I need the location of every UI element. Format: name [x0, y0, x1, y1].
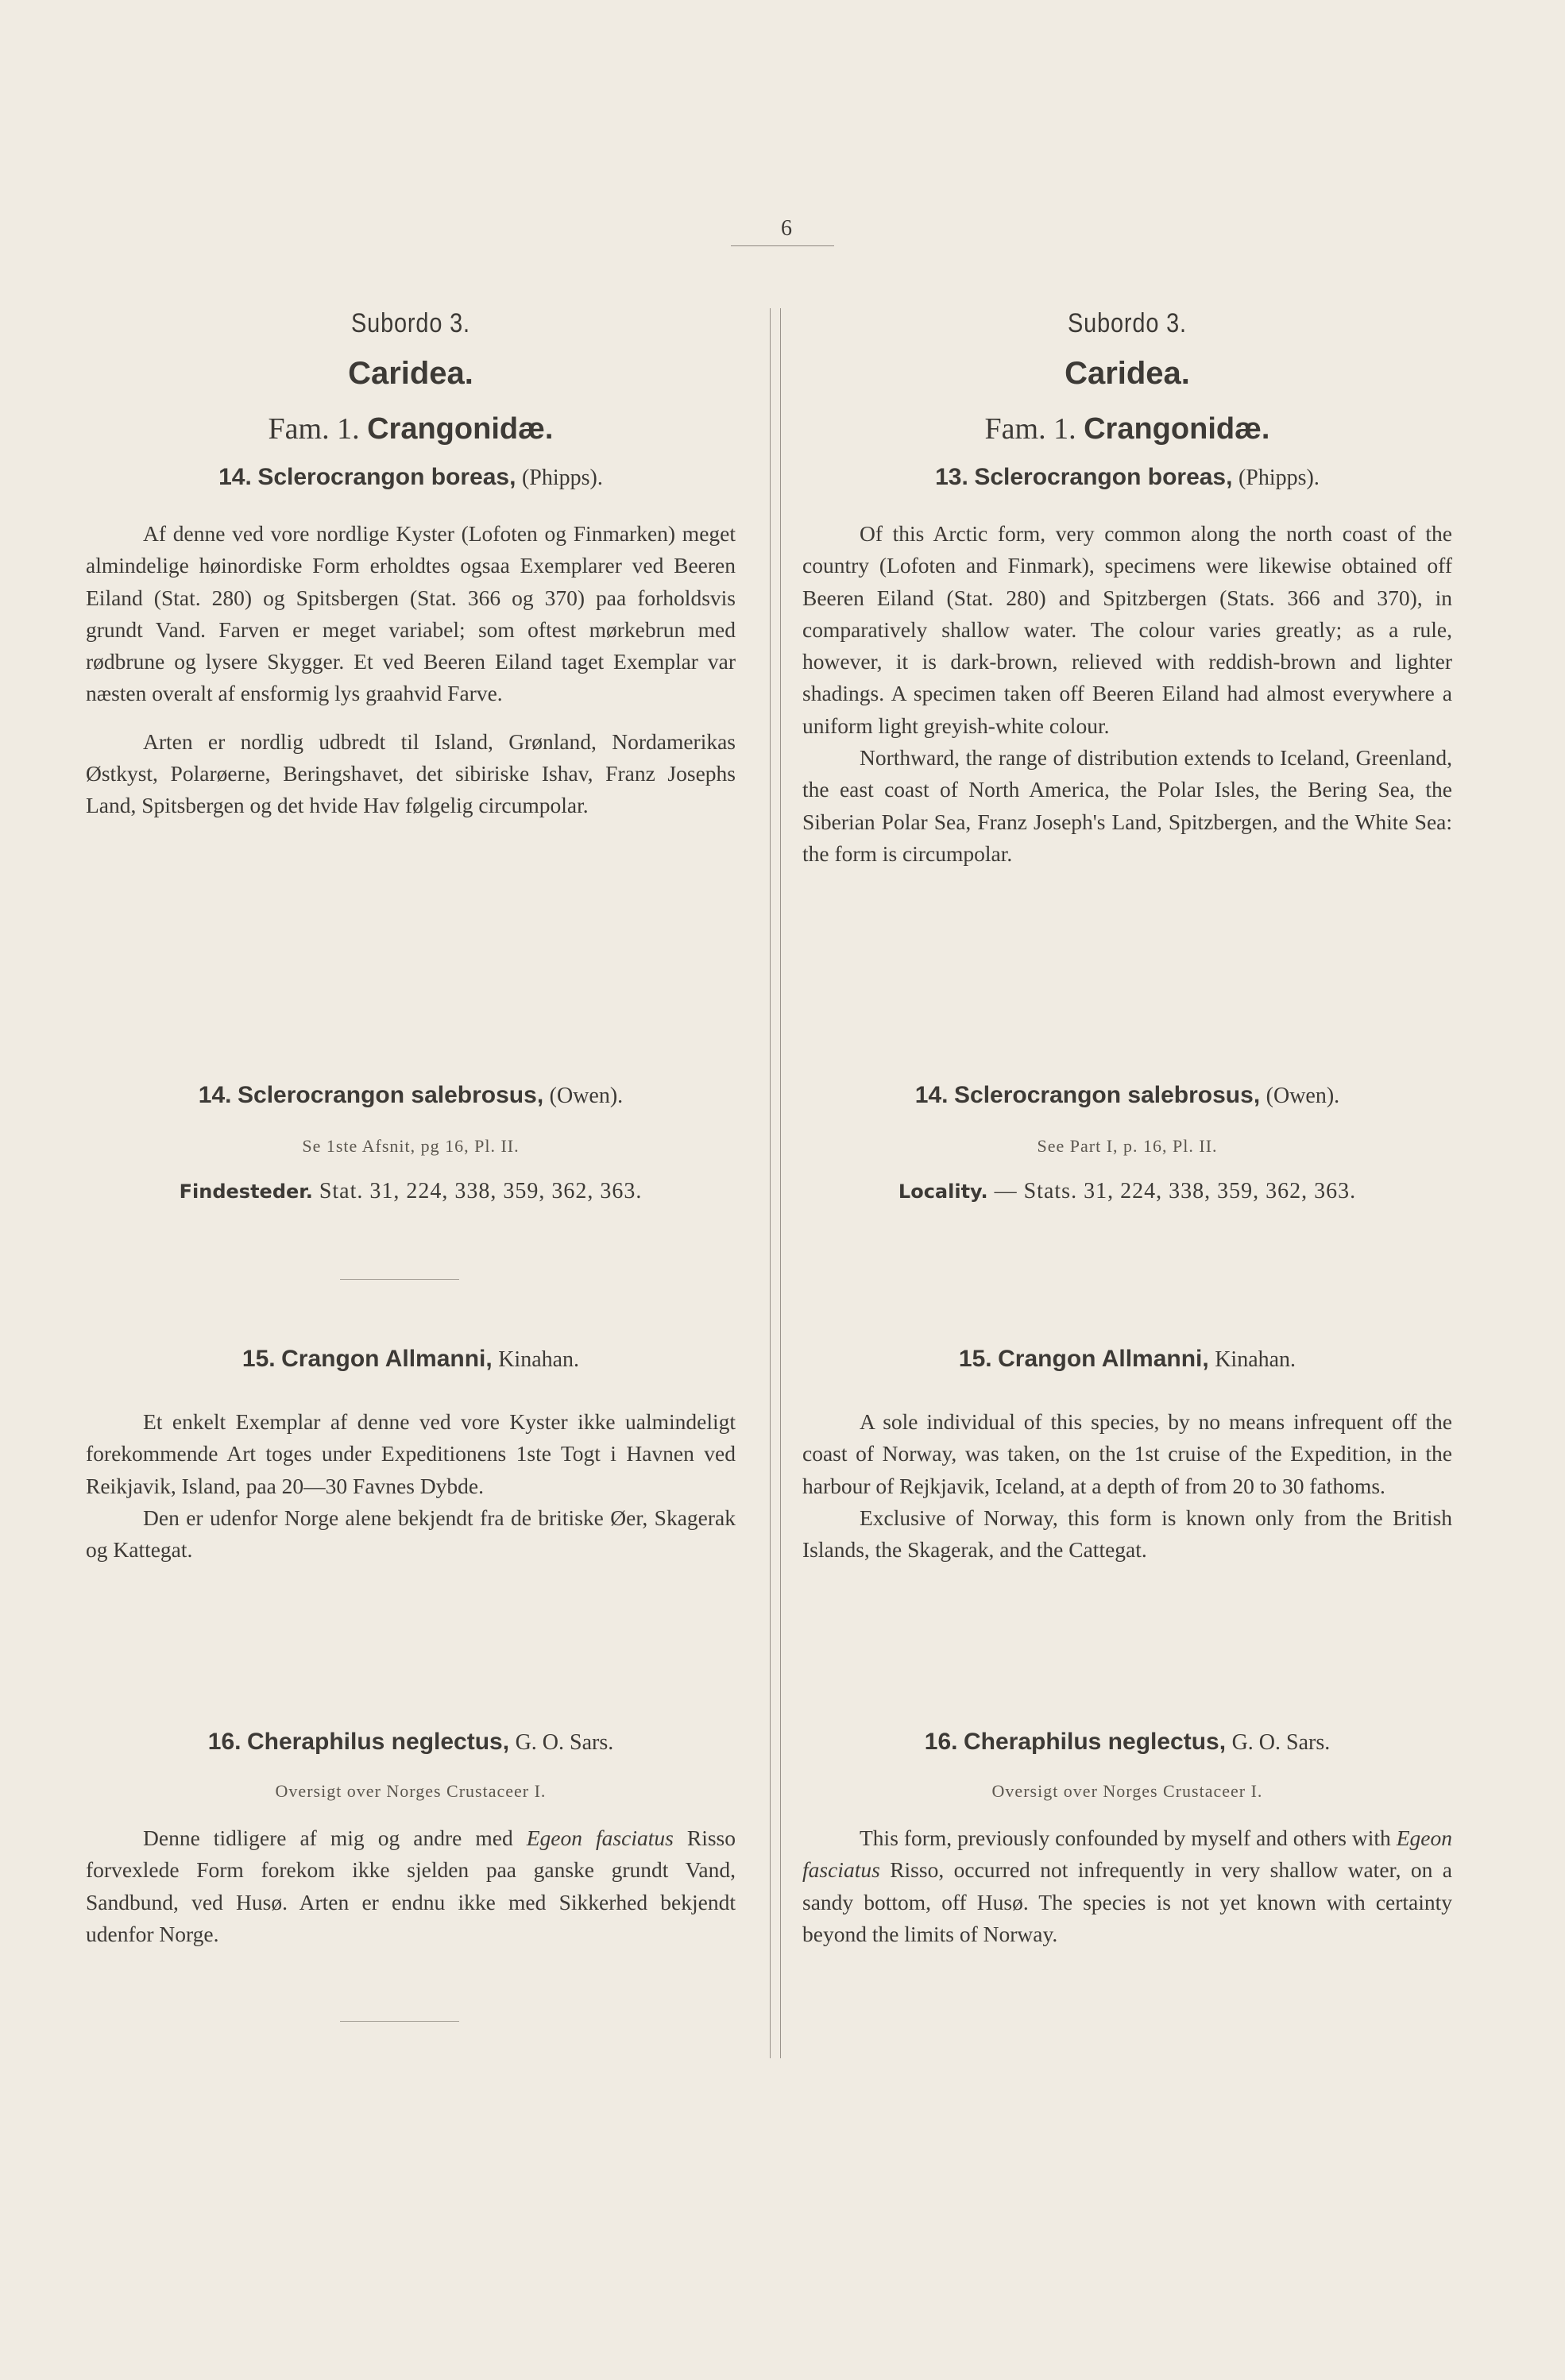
- left-column-norwegian: [86, 308, 736, 1946]
- species-heading: [86, 1729, 736, 1762]
- family-prefix: Fam. 1.: [984, 412, 1076, 446]
- locality-label: Findesteder.: [179, 1180, 313, 1203]
- reference-line: Oversigt over Norges Crustaceer I.: [275, 1781, 547, 1801]
- species-paragraph: Et enkelt Exemplar af denne ved vore Kyster ikke ualmindeligt forekommende Art toges under Expeditionens 1ste Togt i Havnen ved Reikjavik, Island, paa 20—30 Favnes Dybde.: [86, 1409, 736, 1498]
- species-author: (Owen).: [1266, 1084, 1340, 1108]
- species-name: Sclerocrangon boreas,: [257, 464, 516, 490]
- species-name: Sclerocrangon salebrosus,: [238, 1082, 544, 1108]
- section-rule: [340, 1279, 459, 1280]
- locality-line: [802, 1179, 1452, 1204]
- species-heading: [802, 464, 1452, 497]
- species-number: 16.: [924, 1729, 958, 1755]
- family-name: Crangonidæ.: [1084, 412, 1270, 446]
- species-paragraph: A sole individual of this species, by no means infrequent off the coast of Norway, was taken, on the 1st cruise of the Expedition, in the harbour of Rejkjavik, Iceland, at a depth of from 20 to 30 fathoms.: [802, 1409, 1452, 1498]
- species-name: Crangon Allmanni,: [281, 1346, 493, 1372]
- species-italic-name: Egeon fasciatus: [526, 1826, 674, 1850]
- species-italic-name: Egeon fasciatus: [802, 1826, 1452, 1883]
- species-number: 13.: [935, 464, 968, 490]
- locality-value: Stat. 31, 224, 338, 359, 362, 363.: [319, 1179, 643, 1204]
- species-number: 15.: [242, 1346, 276, 1372]
- species-author: Kinahan.: [498, 1347, 580, 1372]
- section-rule: [340, 2021, 459, 2022]
- species-number: 14.: [198, 1082, 232, 1108]
- species-paragraph: Exclusive of Norway, this form is known only from the British Islands, the Skagerak, and the Cattegat.: [802, 1505, 1452, 1563]
- species-paragraph: Northward, the range of distribution extends to Iceland, Greenland, the east coast of North America, the Polar Isles, the Bering Sea, the Siberian Polar Sea, Franz Joseph's Land, Spitzbergen, and the White Sea: the form is circumpolar.: [802, 745, 1452, 866]
- column-divider: [770, 308, 781, 2058]
- family-name: Crangonidæ.: [367, 412, 554, 446]
- reference-line: See Part I, p. 16, Pl. II.: [1037, 1136, 1218, 1156]
- species-author: (Phipps).: [1238, 466, 1320, 490]
- right-column-english: [802, 308, 1452, 1946]
- reference-line: Oversigt over Norges Crustaceer I.: [991, 1781, 1263, 1801]
- paragraph-text: Risso, occurred not infrequently in very shallow water, on a sandy bottom, off Husø. The species is not yet known with certainty beyond the limits of Norway.: [802, 1857, 1452, 1946]
- species-name: Sclerocrangon boreas,: [974, 464, 1233, 490]
- family-prefix: Fam. 1.: [268, 412, 360, 446]
- species-number: 16.: [207, 1729, 242, 1755]
- species-author: Kinahan.: [1215, 1347, 1296, 1372]
- species-paragraph: Den er udenfor Norge alene bekjendt fra de britiske Øer, Skagerak og Kattegat.: [86, 1505, 736, 1563]
- species-heading: [86, 1082, 736, 1115]
- subordo-heading: Subordo 3.: [1068, 308, 1187, 338]
- species-heading: [86, 1346, 736, 1379]
- species-heading: [86, 464, 736, 497]
- species-author: (Owen).: [549, 1084, 624, 1108]
- species-paragraph: [802, 1822, 1452, 1950]
- species-heading: [802, 1729, 1452, 1762]
- species-number: 14.: [914, 1082, 949, 1108]
- locality-value: — Stats. 31, 224, 338, 359, 362, 363.: [994, 1179, 1357, 1204]
- species-text-block: [86, 1406, 736, 1566]
- species-author: G. O. Sars.: [515, 1730, 614, 1755]
- locality-label: Locality.: [898, 1180, 988, 1203]
- species-number: 14.: [218, 464, 252, 490]
- species-author: G. O. Sars.: [1231, 1730, 1331, 1755]
- reference-line: Se 1ste Afsnit, pg 16, Pl. II.: [302, 1136, 520, 1156]
- species-heading: [802, 1082, 1452, 1115]
- paragraph-text: Risso forvexlede Form forekom ikke sjelden paa ganske grundt Vand, Sandbund, ved Husø. Arten er endnu ikke med Sikkerhed bekjendt udenfor Norge.: [86, 1826, 736, 1946]
- species-paragraph: Af denne ved vore nordlige Kyster (Lofoten og Finmarken) meget almindelige høinordiske Form erholdtes ogsaa Exemplarer ved Beeren Eiland (Stat. 280) og Spitsbergen (Stat. 366 og 370) paa forholdsvis grundt Vand. Farven er meget variabel; som oftest mørkebrun med rødbrune og lysere Skygger. Et ved Beeren Eiland taget Exemplar var næsten overalt af ensformig lys graahvid Farve.: [86, 521, 736, 706]
- species-name: Cheraphilus neglectus,: [246, 1729, 510, 1755]
- species-name: Cheraphilus neglectus,: [963, 1729, 1227, 1755]
- infraorder-heading: Caridea.: [348, 356, 473, 391]
- species-name: Sclerocrangon salebrosus,: [954, 1082, 1261, 1108]
- subordo-heading: Subordo 3.: [351, 308, 470, 338]
- species-name: Crangon Allmanni,: [998, 1346, 1209, 1372]
- species-heading: [802, 1346, 1452, 1379]
- locality-line: [86, 1179, 736, 1204]
- page-number-rule: [731, 245, 834, 246]
- species-author: (Phipps).: [521, 466, 603, 490]
- species-text-block: [802, 1406, 1452, 1566]
- page-number: 6: [781, 216, 792, 241]
- paragraph-text: Denne tidligere af mig og andre med: [143, 1826, 527, 1850]
- infraorder-heading: Caridea.: [1065, 356, 1190, 391]
- species-paragraph: [86, 1822, 736, 1950]
- species-paragraph: Arten er nordlig udbredt til Island, Grønland, Nordamerikas Østkyst, Polarøerne, Beringshavet, det sibiriske Ishav, Franz Josephs Land, Spitsbergen og det hvide Hav følgelig circumpolar.: [86, 728, 736, 818]
- species-number: 15.: [958, 1346, 992, 1372]
- family-heading: [86, 411, 736, 451]
- species-paragraph: Of this Arctic form, very common along the north coast of the country (Lofoten and Finmark), specimens were likewise obtained off Beeren Eiland (Stat. 280) and Spitzbergen (Stats. 366 and 370), in comparatively shallow water. The colour varies greatly; as a rule, however, it is dark-brown, relieved with reddish-brown and lighter shadings. A specimen taken off Beeren Eiland had almost everywhere a uniform light greyish-white colour.: [802, 521, 1452, 738]
- family-heading: [802, 411, 1452, 451]
- paragraph-text: This form, previously confounded by myself and others with: [860, 1826, 1397, 1850]
